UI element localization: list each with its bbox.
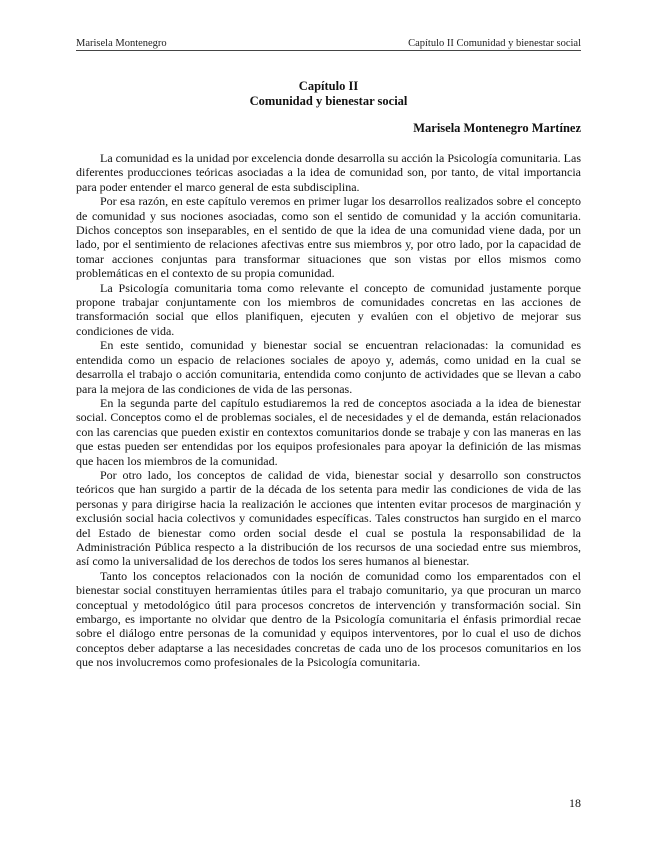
page-number: 18 <box>569 796 581 810</box>
paragraph: Por otro lado, los conceptos de calidad de vida, bienestar social y desarrollo son constructos teóricos que han surgido a partir de la década de los setenta para medir las condiciones de vida de las personas y para dirigirse hacia la realización le acciones que intenten evitar procesos de marginación y exclusión social hacia colectivos y comunidades específicas. Tales constructos han surgido en el marco del Estado de bienestar como orden social desde el cual se postula la responsabilidad de la Administración Pública respecto a la distribución de los recursos de una sociedad entre sus miembros, así como la universalidad de los derechos de todos los seres humanos al bienestar. <box>76 467 581 569</box>
paragraph: La Psicología comunitaria toma como relevante el concepto de comunidad justamente porque propone trabajar conjuntamente con los miembros de comunidades concretas en las acciones de transformación social que ellos planifiquen, ejecuten y evalúen con el objetivo de mejorar sus condiciones de vida. <box>76 280 581 338</box>
chapter-name: Comunidad y bienestar social <box>249 94 408 108</box>
paragraph: Tanto los conceptos relacionados con la noción de comunidad como los emparentados con el bienestar social constituyen herramientas útiles para el trabajo comunitario, ya que procuran un marco conceptual y metodológico útil para procesos concretos de intervención y transformación social. Sin embargo, es importante no olvidar que dentro de la Psicología comunitaria el énfasis primordial recae sobre el diálogo entre personas de la comunidad y equipos interventores, por lo cual el uso de dichos conceptos deber adaptarse a las necesidades concretas de cada uno de los procesos comunitarios en los que nos involucremos como profesionales de la Psicología comunitaria. <box>76 568 581 670</box>
body-text <box>76 151 581 670</box>
chapter-author: Marisela Montenegro Martínez <box>413 121 581 135</box>
chapter-title <box>76 79 581 109</box>
header-chapter: Capítulo II Comunidad y bienestar social <box>408 38 581 49</box>
paragraph: La comunidad es la unidad por excelencia donde desarrolla su acción la Psicología comunitaria. Las diferentes producciones teóricas asociadas a la idea de comunidad son, por tanto, de vital importancia para poder entender el marco general de esta subdisciplina. <box>76 151 581 194</box>
running-header <box>76 38 581 51</box>
paragraph: En la segunda parte del capítulo estudiaremos la red de conceptos asociada a la idea de bienestar social. Conceptos como el de problemas sociales, el de necesidades y el de demanda, están relacionados con las carencias que pueden existir en contextos comunitarios donde se trabaje y con las maneras en las que estas pueden ser entendidas por los equipos profesionales para apoyar la definición de las mismas que hacen los miembros de la comunidad. <box>76 395 581 468</box>
chapter-number: Capítulo II <box>298 79 359 93</box>
paragraph: Por esa razón, en este capítulo veremos en primer lugar los desarrollos realizados sobre el concepto de comunidad y sus nociones asociadas, como son el sentido de comunidad y la acción comunitaria. Dichos conceptos son inseparables, en el sentido de que la idea de una comunidad viene dada, por un lado, por el sentimiento de relaciones afectivas entre sus miembros y, por otro lado, por la capacidad de tomar acciones conjuntas para transformar situaciones que son vistas por ellos mismos como problemáticas en el contexto de su propia comunidad. <box>76 194 581 281</box>
header-author: Marisela Montenegro <box>76 38 167 49</box>
paragraph: En este sentido, comunidad y bienestar social se encuentran relacionadas: la comunidad es entendida como un espacio de relaciones sociales de apoyo y, además, como unidad en la cual se desarrolla el trabajo o acción comunitaria, entendida como conjunto de actividades que se llevan a cabo para la mejora de las condiciones de vida de las personas. <box>76 338 581 396</box>
